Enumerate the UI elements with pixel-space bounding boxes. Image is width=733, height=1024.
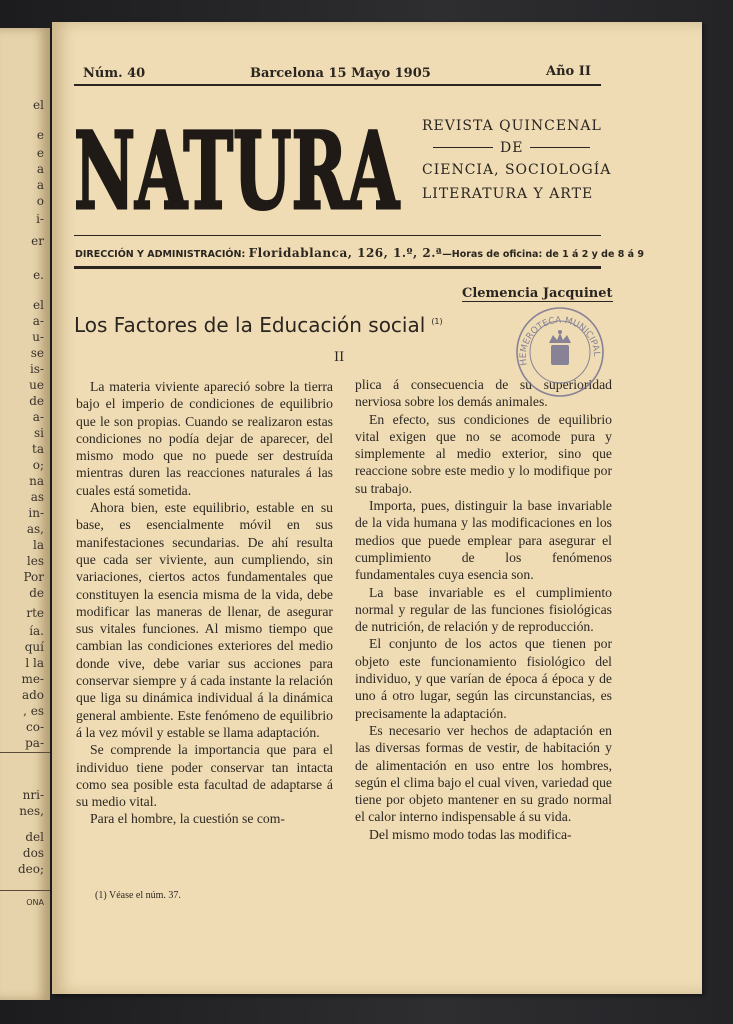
left-page-text-fragment: e. xyxy=(33,268,44,282)
stamp-text: HEMEROTECA MUNICIPAL xyxy=(518,315,602,367)
left-page-text-fragment: ta xyxy=(32,442,44,456)
left-page-text-fragment: de xyxy=(29,394,44,408)
left-page-text-fragment: el xyxy=(33,298,44,312)
library-stamp xyxy=(513,305,607,399)
left-page-text-fragment: i- xyxy=(36,212,44,226)
left-page-text-fragment: a- xyxy=(32,410,44,424)
left-page-text-fragment: pa- xyxy=(25,736,44,750)
left-page-text-fragment: is- xyxy=(29,362,44,376)
article-title xyxy=(74,313,443,337)
left-page-text-fragment: er xyxy=(31,234,44,248)
left-page-text-fragment: si xyxy=(34,426,44,440)
left-page-rule xyxy=(0,890,50,891)
left-page-text-fragment: ONA xyxy=(26,898,44,907)
left-page-text-fragment: nri- xyxy=(22,788,44,802)
left-page-text-fragment: deo; xyxy=(17,862,44,876)
left-page-text-fragment: as, xyxy=(26,522,44,536)
paragraph: En efecto, sus condiciones de equilibrio vital exigen que no se acomode pura y simplemente al medio exterior, sino que reaccione sobre este medio y lo modifique por su trabajo. xyxy=(355,411,612,496)
left-page-text-fragment: quí xyxy=(24,640,44,654)
left-page-text-fragment: rte xyxy=(26,606,44,620)
left-page-text-fragment: in- xyxy=(28,506,44,520)
article-author: Clemencia Jacquinet xyxy=(462,286,613,301)
paragraph: plica á consecuencia de su superioridad nerviosa sobre los demás animales. xyxy=(355,377,612,410)
left-page-text-fragment: a- xyxy=(32,314,44,328)
left-page-text-fragment: ue xyxy=(29,378,44,392)
left-page-text-fragment: nes, xyxy=(19,804,44,818)
left-page-text-fragment: les xyxy=(26,554,44,568)
subtitle-dash-left xyxy=(433,147,493,148)
place-date: Barcelona 15 Mayo 1905 xyxy=(250,66,431,81)
volume-year: Año II xyxy=(546,64,591,79)
admin-hours: —Horas de oficina: de 1 á 2 y de 8 á 9 xyxy=(442,249,644,260)
left-page-text-fragment: del xyxy=(25,830,44,844)
subtitle-line-4: LITERATURA Y ARTE xyxy=(422,186,594,202)
left-page-rule xyxy=(0,752,50,753)
left-page-text-fragment: la xyxy=(33,538,44,552)
left-page-text-fragment: o xyxy=(36,194,44,208)
masthead-rule-top xyxy=(74,235,601,236)
left-page-text-fragment: me- xyxy=(21,672,44,686)
left-page-text-fragment: a xyxy=(36,178,44,192)
left-page-text-fragment: , es xyxy=(23,704,44,718)
paragraph: Es necesario ver hechos de adaptación en las diversas formas de vestir, de habitación y de alimentación en uso entre los hombres, según el clima bajo el cual viven, variedad que tiene por objeto mantener en su grado normal el calor interno indispensable á su vida. xyxy=(355,722,612,825)
admin-label: DIRECCIÓN Y ADMINISTRACIÓN: xyxy=(75,249,246,260)
left-page-edge xyxy=(0,28,50,1000)
paragraph: Del mismo modo todas las modifica- xyxy=(369,826,572,842)
left-page-text-fragment: co- xyxy=(26,720,44,734)
left-page-text-fragment: l la xyxy=(25,656,44,670)
left-page-text-fragment: e xyxy=(36,146,44,160)
subtitle-line-2: DE xyxy=(500,140,524,156)
subtitle-dash-right xyxy=(530,147,590,148)
left-page-text-fragment: se xyxy=(30,346,44,360)
paragraph: Se comprende la importancia que para el individuo tiene poder conservar tan intacta como sea posible esta facultad de adaptarse á su medio vital. xyxy=(76,742,333,810)
subtitle-line-3: CIENCIA, SOCIOLOGÍA xyxy=(422,162,612,178)
paragraph: El conjunto de los actos que tienen por objeto este funcionamiento fisiológico del individuo, y que varían de época á época y de uno á otro lugar, según las circunstancias, es precisamente la adaptación. xyxy=(355,636,612,721)
left-page-text-fragment: a xyxy=(36,162,44,176)
left-page-text-fragment: u- xyxy=(32,330,44,344)
left-page-text-fragment: ado xyxy=(21,688,44,702)
subtitle-line-1: REVISTA QUINCENAL xyxy=(422,118,602,134)
left-page-text-fragment: Por xyxy=(23,570,44,584)
issue-number: Núm. 40 xyxy=(83,66,146,81)
left-page-text-fragment: ía. xyxy=(29,624,44,638)
logo-text: NATURA xyxy=(74,108,401,230)
article-column-left xyxy=(76,378,333,828)
article-part-number: II xyxy=(334,350,345,365)
natura-logo xyxy=(74,104,404,230)
paragraph: Ahora bien, este equilibrio, estable en su base, es esencialmente móvil en sus manifestaciones secundarias. De ahí resulta que cada ser viviente, aun cumpliendo, sin variaciones, ciertos actos fundamentales que constituyen la esencia misma de la vida, debe modificar las maneras de llenar, de asegurar sus vitales funciones. Al mismo tiempo que cambian las condiciones exteriores del medio donde vive, debe variar sus acciones para conservar siempre y á cada instante la relación que liga su dinámica individual á la dinámica general ambiente. Este fenómeno de equilibrio á la vez móvil y estable se llama adaptación. xyxy=(76,500,333,740)
left-page-text-fragment: dos xyxy=(22,846,44,860)
left-page-text-fragment: as xyxy=(30,490,44,504)
title-footnote-marker: (1) xyxy=(431,317,443,327)
header-rule xyxy=(74,84,601,86)
paragraph: Importa, pues, distinguir la base invariable de la vida humana y las modificaciones en los medios que puede emplear para asegurar el cumplimiento de los fenómenos fundamentales cuya esencia son. xyxy=(355,498,612,583)
left-page-text-fragment: de xyxy=(29,586,44,600)
paragraph: Para el hombre, la cuestión se com- xyxy=(90,811,285,827)
article-column-right xyxy=(355,376,612,843)
admin-address: Floridablanca, 126, 1.º, 2.ª xyxy=(248,246,443,260)
paragraph: La base invariable es el cumplimiento normal y regular de las funciones fisiológicas de nutrición, de relación y de reproducción. xyxy=(355,584,612,635)
article-title-text: Los Factores de la Educación social xyxy=(74,313,426,337)
left-page-text-fragment: na xyxy=(29,474,44,488)
footnote: (1) Véase el núm. 37. xyxy=(95,890,181,901)
left-page-text-fragment: e xyxy=(36,128,44,142)
left-page-text-fragment: el xyxy=(33,98,44,112)
left-page-text-fragment: o; xyxy=(32,458,44,472)
paragraph: La materia viviente apareció sobre la tierra bajo el imperio de condiciones de equilibrio que le son propias. Cuando se realizaron estas condiciones no podía dejar de aparecer, del mismo modo que no puede ser destruída mientras duren las reacciones naturales á las cuales está sometida. xyxy=(76,379,333,498)
masthead-rule-bottom xyxy=(74,266,601,269)
crest-icon xyxy=(549,330,571,365)
administration-line xyxy=(75,246,644,260)
